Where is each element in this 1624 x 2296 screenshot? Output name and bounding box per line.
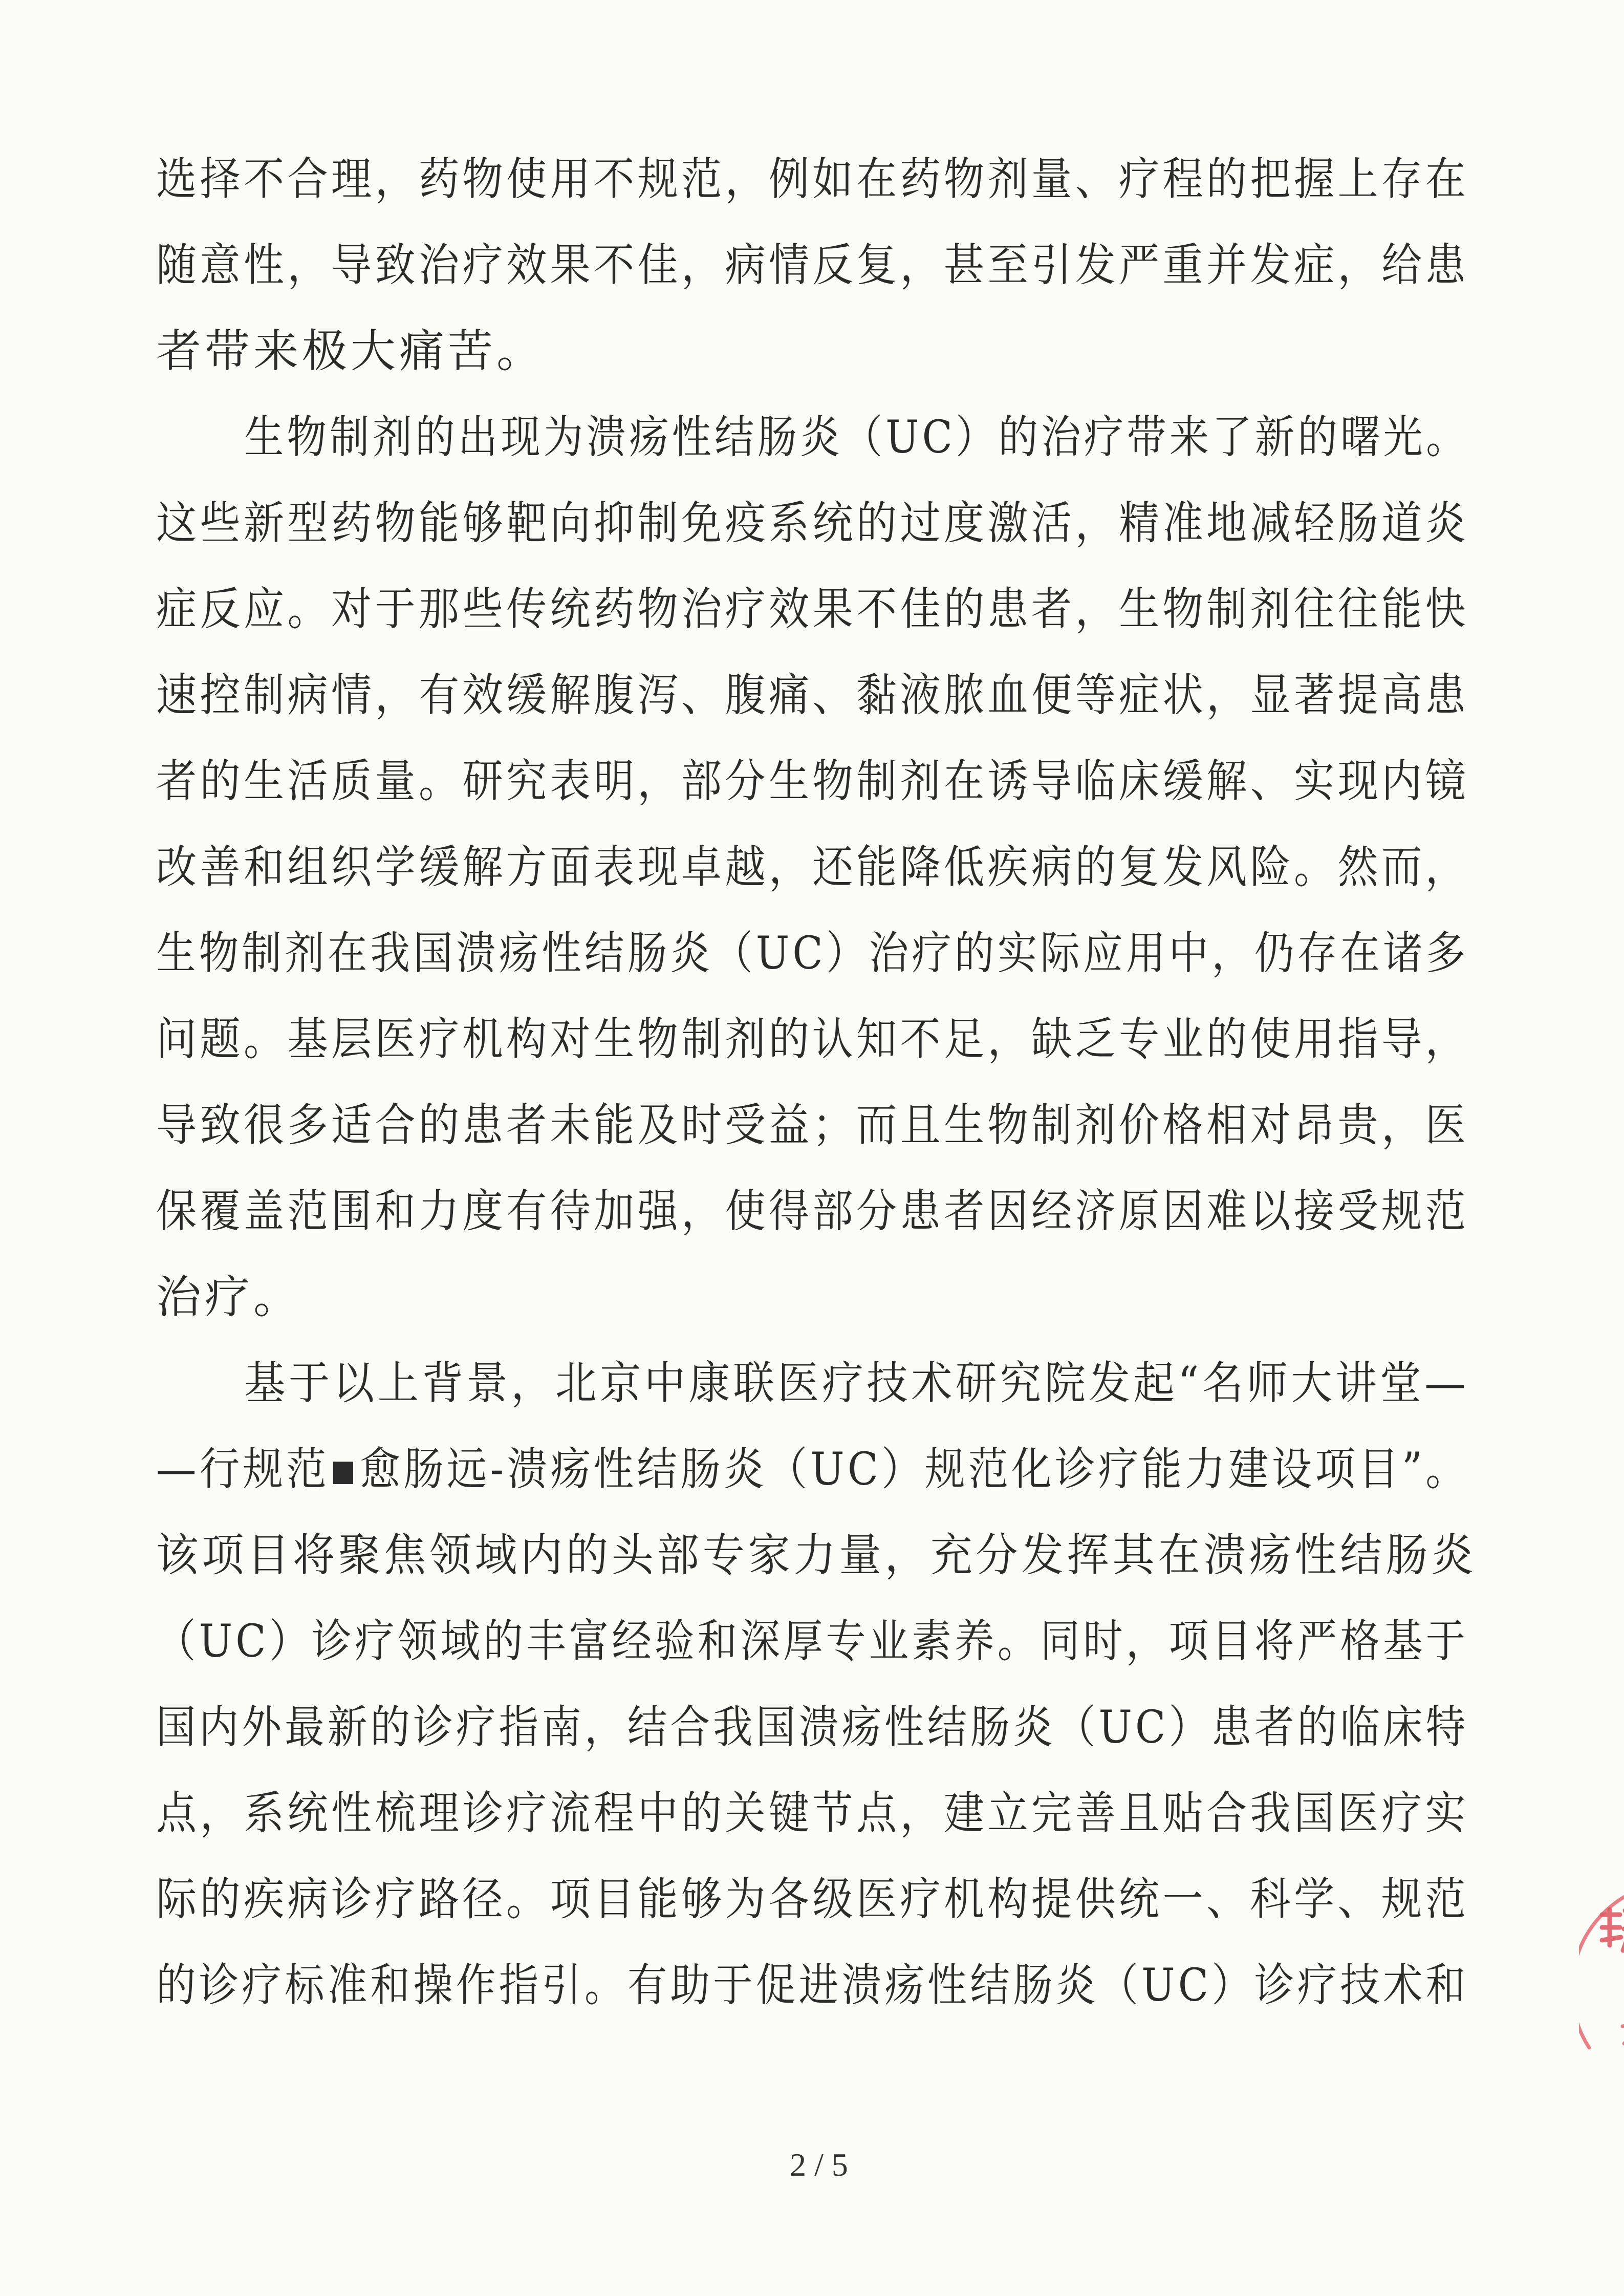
- text-line: 治疗。: [156, 1271, 302, 1323]
- text-line: 生物制剂的出现为溃疡性结肠炎（UC）的治疗带来了新的曙光。: [244, 411, 1469, 463]
- text-line: 点，系统性梳理诊疗流程中的关键节点，建立完善且贴合我国医疗实: [156, 1787, 1469, 1839]
- text-line: 问题。基层医疗机构对生物制剂的认知不足，缺乏专业的使用指导，: [156, 1013, 1469, 1065]
- text-line: 症反应。对于那些传统药物治疗效果不佳的患者，生物制剂往往能快: [156, 583, 1469, 635]
- text-line: 国内外最新的诊疗指南，结合我国溃疡性结肠炎（UC）患者的临床特: [156, 1701, 1469, 1753]
- text-line: 速控制病情，有效缓解腹泻、腹痛、黏液脓血便等症状，显著提高患: [156, 669, 1469, 721]
- text-line: 这些新型药物能够靶向抑制免疫系统的过度激活，精准地减轻肠道炎: [156, 497, 1469, 549]
- text-line: （UC）诊疗领域的丰富经验和深厚专业素养。同时，项目将严格基于: [156, 1615, 1469, 1667]
- text-line: 者带来极大痛苦。: [156, 325, 546, 377]
- text-line: 基于以上背景，北京中康联医疗技术研究院发起“名师大讲堂—: [244, 1357, 1469, 1409]
- page-number: 2 / 5: [790, 2147, 848, 2183]
- text-line: 随意性，导致治疗效果不佳，病情反复，甚至引发严重并发症，给患: [156, 239, 1469, 291]
- text-line: 导致很多适合的患者未能及时受益；而且生物制剂价格相对昂贵，医: [156, 1099, 1469, 1151]
- text-line: 际的疾病诊疗路径。项目能够为各级医疗机构提供统一、科学、规范: [156, 1873, 1469, 1925]
- text-line: 改善和组织学缓解方面表现卓越，还能降低疾病的复发风险。然而，: [156, 841, 1469, 893]
- seal-stamp-icon: [1579, 1884, 1624, 2053]
- text-line: 选择不合理，药物使用不规范，例如在药物剂量、疗程的把握上存在: [156, 153, 1469, 205]
- text-line: 的诊疗标准和操作指引。有助于促进溃疡性结肠炎（UC）诊疗技术和: [156, 1959, 1469, 2011]
- text-line: 者的生活质量。研究表明，部分生物制剂在诱导临床缓解、实现内镜: [156, 755, 1469, 807]
- text-line: 保覆盖范围和力度有待加强，使得部分患者因经济原因难以接受规范: [156, 1185, 1469, 1237]
- text-line: 生物制剂在我国溃疡性结肠炎（UC）治疗的实际应用中，仍存在诸多: [156, 927, 1469, 979]
- text-line: —行规范▪愈肠远-溃疡性结肠炎（UC）规范化诊疗能力建设项目”。: [156, 1443, 1469, 1495]
- text-line: 该项目将聚焦领域内的头部专家力量，充分发挥其在溃疡性结肠炎: [156, 1529, 1477, 1581]
